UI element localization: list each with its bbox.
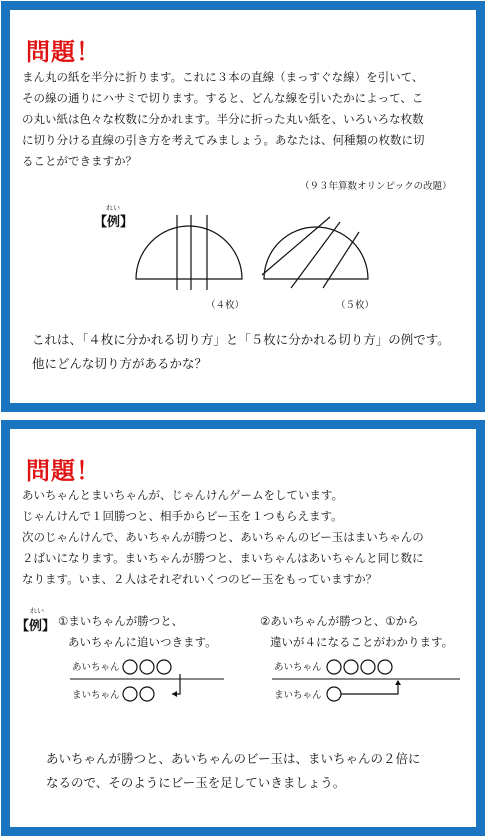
problem1-panel	[1, 1, 485, 412]
step1-line-2: あいちゃんに追いつきます。	[68, 635, 217, 649]
step2-line-2: 違いが４になることがわかります。	[270, 635, 454, 649]
problem2-panel	[1, 420, 485, 836]
left-transfer-arrow	[172, 674, 180, 694]
problem2-line-4: ２ばいになります。まいちゃんが勝つと、まいちゃんはあいちゃんと同じ数に	[22, 551, 424, 565]
problem1-line-2: その線の通りにハサミで切ります。すると、どんな線を引いたかによって、こ	[22, 91, 424, 105]
problem2-note-1: あいちゃんが勝つと、あいちゃんのビー玉は、まいちゃんの２倍に	[46, 751, 421, 766]
problem1-line-3: の丸い紙は色々な枚数に分かれます。半分に折った丸い紙を、いろいろな枚数	[22, 112, 424, 126]
problem1-title: 問題！	[26, 38, 101, 66]
right-arrow-head	[395, 680, 401, 685]
problem2-content	[10, 429, 476, 827]
right-transfer-arrow	[341, 681, 398, 694]
left-ai-marble	[140, 660, 154, 674]
step1-line-1: ①まいちゃんが勝つと、	[58, 614, 184, 628]
problem1-line-1: まん丸の紙を半分に折ります。これに３本の直線（まっすぐな線）を引いて、	[22, 70, 424, 84]
right-ai-marble	[344, 660, 358, 674]
left-ai-label: あいちゃん	[72, 662, 120, 673]
example-ruby: れい	[106, 204, 120, 212]
problem1-content	[10, 10, 476, 403]
problem2-line-5: なります。いま、２人はそれぞれいくつのビー玉をもっていますか？	[22, 572, 378, 586]
problem2-line-2: じゃんけんで１回勝つと、相手からビー玉を１つもらえます。	[22, 509, 343, 523]
left-mai-marble	[123, 687, 137, 701]
example2-ruby: れい	[30, 607, 44, 615]
problem1-line-4: に切り分ける直線の引き方を考えてみましょう。あなたは、何種類の枚数に切	[22, 133, 425, 147]
right-ai-marble	[327, 660, 341, 674]
right-marble-diagram	[10, 429, 11, 430]
problem2-line-1: あいちゃんとまいちゃんが、じゃんけんゲームをしています。	[22, 488, 344, 502]
right-ai-marble	[361, 660, 375, 674]
right-ai-label: あいちゃん	[274, 662, 322, 673]
problem1-source: （９３年算数オリンピックの改題）	[300, 181, 452, 192]
left-ai-marble	[123, 660, 137, 674]
left-mai-marble	[140, 687, 154, 701]
problem2-title: 問題！	[26, 457, 101, 485]
semicircle-5-pieces-figure	[10, 10, 11, 11]
right-mai-label: まいちゃん	[274, 690, 322, 701]
caption-5-pieces: （５枚）	[336, 300, 375, 311]
left-ai-marble	[157, 660, 171, 674]
problem1-note-2: 他にどんな切り方があるかな？	[32, 356, 208, 371]
left-mai-label: まいちゃん	[72, 690, 120, 701]
left-arrow-head	[172, 691, 177, 697]
problem2-note-2: なるので、そのようにビー玉を足していきましょう。	[46, 775, 346, 790]
caption-4-pieces: （４枚）	[206, 300, 245, 311]
right-mai-marble	[327, 687, 341, 701]
step2-line-1: ②あいちゃんが勝つと、①から	[260, 614, 419, 628]
problem2-line-3: 次のじゃんけんで、あいちゃんが勝つと、あいちゃんのビー玉はまいちゃんの	[22, 530, 424, 544]
problem1-line-5: ることができますか？	[22, 154, 137, 168]
right-ai-marble	[378, 660, 392, 674]
example-label: 【例】	[94, 215, 134, 230]
problem1-note-1: これは、「４枚に分かれる切り方」と「５枚に分かれる切り方」の例です。	[32, 332, 450, 347]
example2-label: 【例】	[16, 619, 56, 634]
